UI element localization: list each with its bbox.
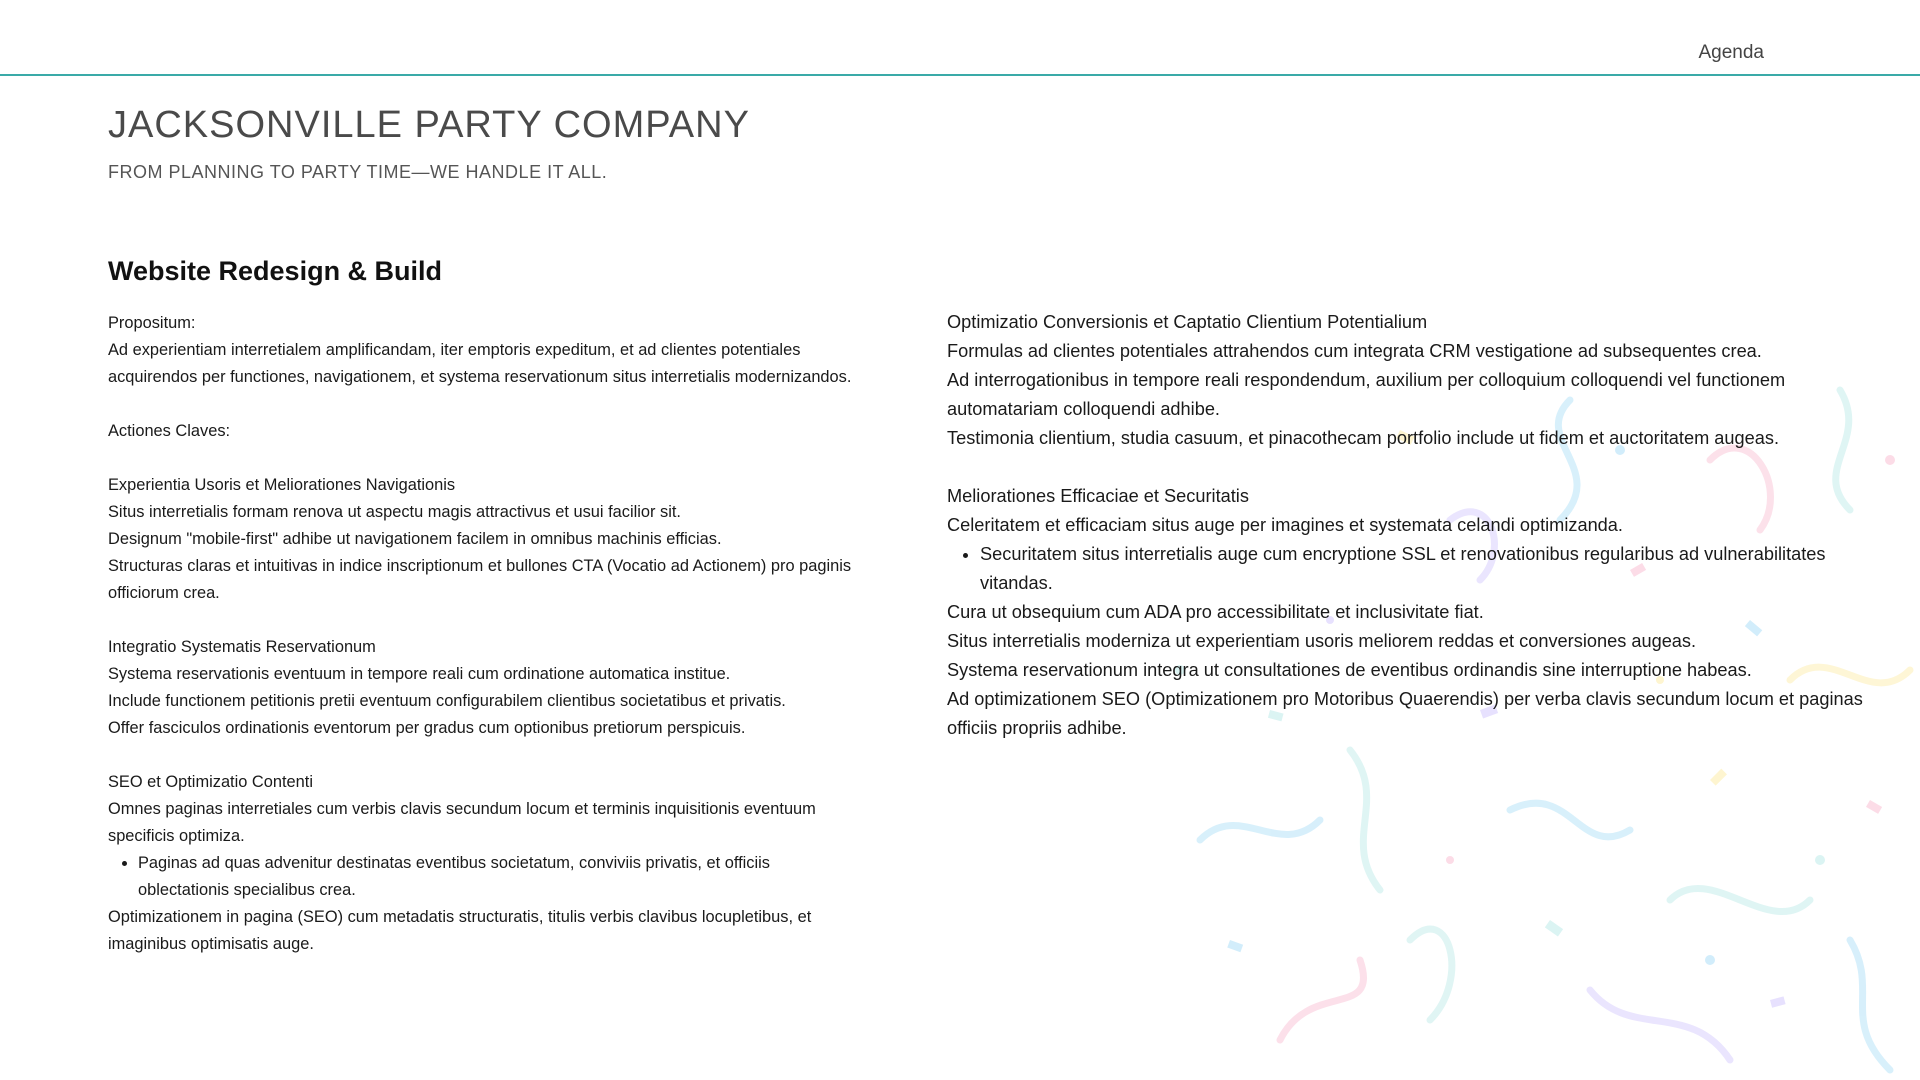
company-tagline: FROM PLANNING TO PARTY TIME—WE HANDLE IT ALL. bbox=[108, 162, 608, 182]
performance-item: Situs interretialis moderniza ut experientiam usoris meliorem reddas et conversiones augeas. bbox=[947, 631, 1697, 651]
performance-item: Systema reservationum integra ut consultationes de eventibus ordinandis sine interruptione habeas. bbox=[947, 660, 1752, 680]
booking-item: Include functionem petitionis pretii eventuum configurabilem clientibus societatibus et privatis. bbox=[108, 692, 786, 710]
ux-item: Designum "mobile-first" adhibe ut navigationem facilem in omnibus machinis efficias. bbox=[108, 530, 722, 548]
performance-item: Cura ut obsequium cum ADA pro accessibilitate et inclusivitate fiat. bbox=[947, 602, 1484, 622]
performance-heading: Meliorationes Efficaciae et Securitatis bbox=[947, 486, 1249, 506]
purpose-text: Ad experientiam interretialem amplificandam, iter emptoris expeditum, et ad clientes potentiales acquirendos per functiones, navigationem, et systema reservationum situs interretialis modernizandos. bbox=[108, 341, 852, 386]
seo-bullet-item: • Paginas ad quas advenitur destinatas eventibus societatum, conviviis privatis, et officiis oblectationis specialibus crea. bbox=[138, 850, 860, 904]
seo-item: Optimizationem in pagina (SEO) cum metadatis structuratis, titulis verbis clavibus locupletibus, et imaginibus optimisatis auge. bbox=[108, 908, 812, 953]
performance-bullet-item: • Securitatem situs interretialis auge cum encryptione SSL et renovationibus regularibus ad vulnerabilitates vitandas. bbox=[980, 540, 1867, 598]
performance-item: Celeritatem et efficaciam situs auge per imagines et systemata celandi optimizanda. bbox=[947, 515, 1623, 535]
company-title: JACKSONVILLE PARTY COMPANY bbox=[108, 104, 750, 146]
seo-heading: SEO et Optimizatio Contenti bbox=[108, 773, 313, 791]
left-column bbox=[108, 310, 860, 958]
section-title: Website Redesign & Build bbox=[108, 256, 443, 286]
ux-item: Structuras claras et intuitivas in indice inscriptionum et bullones CTA (Vocatio ad Actionem) pro paginis officiorum crea. bbox=[108, 557, 852, 602]
booking-heading: Integratio Systematis Reservationum bbox=[108, 638, 376, 656]
booking-item: Systema reservationis eventuum in tempore reali cum ordinatione automatica institue. bbox=[108, 665, 731, 683]
booking-item: Offer fasciculos ordinationis eventorum per gradus cum optionibus pretiorum perspicuis. bbox=[108, 719, 746, 737]
conversion-item: Testimonia clientium, studia casuum, et pinacothecam portfolio include ut fidem et auctoritatem augeas. bbox=[947, 428, 1780, 448]
actions-label: Actiones Claves: bbox=[108, 422, 231, 440]
ux-item: Situs interretialis formam renova ut aspectu magis attractivus et usui facilior sit. bbox=[108, 503, 681, 521]
top-nav-bar bbox=[0, 0, 1920, 76]
performance-bullet-list bbox=[947, 540, 1867, 598]
conversion-item: Ad interrogationibus in tempore reali respondendum, auxilium per colloquium colloquendi vel functionem automatariam colloquendi adhibe. bbox=[947, 370, 1786, 419]
agenda-link[interactable]: Agenda bbox=[1698, 42, 1764, 63]
seo-item: Omnes paginas interretiales cum verbis clavis secundum locum et terminis inquisitionis eventuum specificis optimiza. bbox=[108, 800, 816, 845]
conversion-heading: Optimizatio Conversionis et Captatio Clientium Potentialium bbox=[947, 312, 1428, 332]
seo-bullet-list bbox=[108, 850, 860, 904]
performance-item: Ad optimizationem SEO (Optimizationem pro Motoribus Quaerendis) per verba clavis secundum locum et paginas officiis propriis adhibe. bbox=[947, 689, 1863, 738]
purpose-label: Propositum: bbox=[108, 314, 196, 332]
right-column bbox=[947, 308, 1867, 743]
ux-heading: Experientia Usoris et Meliorationes Navigationis bbox=[108, 476, 456, 494]
conversion-item: Formulas ad clientes potentiales attrahendos cum integrata CRM vestigatione ad subsequentes crea. bbox=[947, 341, 1762, 361]
